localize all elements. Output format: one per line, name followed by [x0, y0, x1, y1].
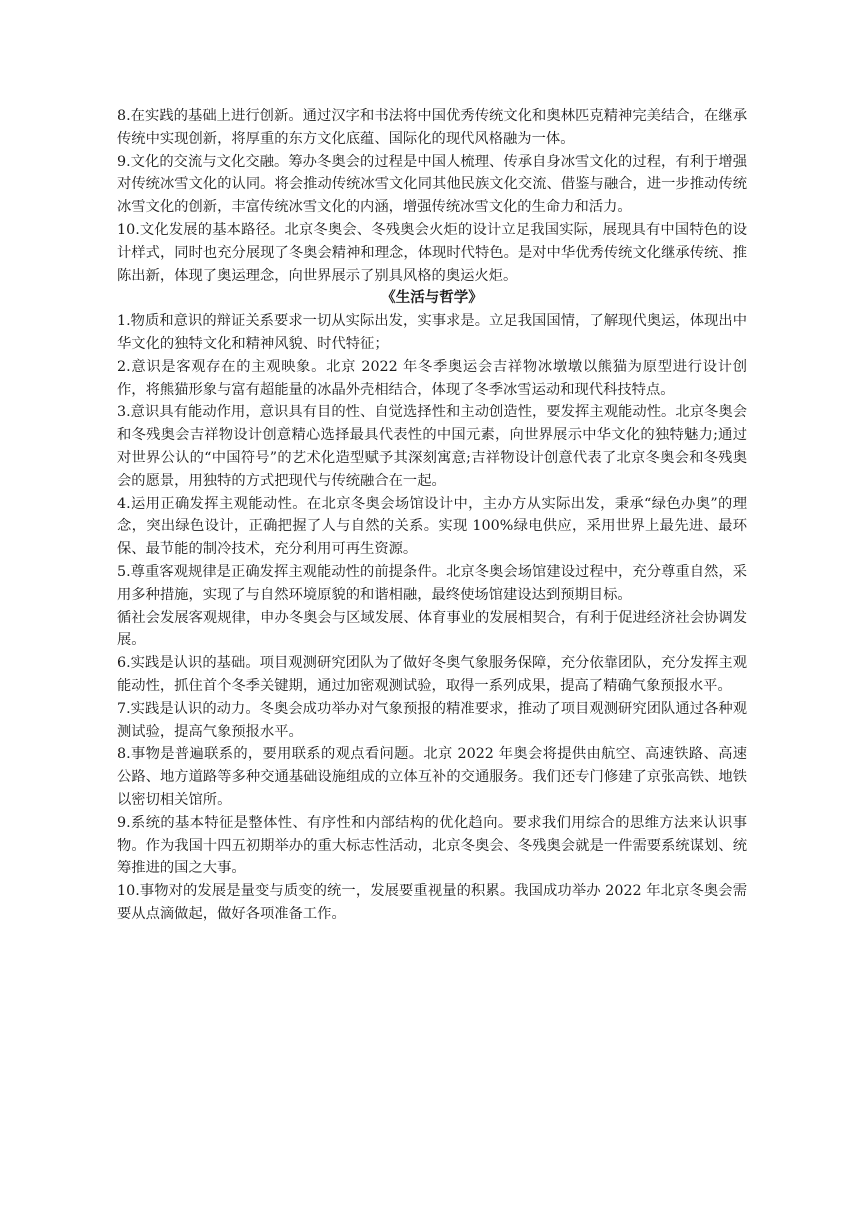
paragraph-culture-8: 8.在实践的基础上进行创新。通过汉字和书法将中国优秀传统文化和奥林匹克精神完美结合，在继承传统中实现创新，将厚重的东方文化底蕴、国际化的现代风格融为一体。: [117, 108, 747, 147]
paragraph-philosophy-1: 1.物质和意识的辩证关系要求一切从实际出发，实事求是。立足我国国情，了解现代奥运，体现出中华文化的独特文化和精神风貌、时代特征；: [117, 313, 747, 352]
document-page: [117, 105, 747, 926]
paragraph-philosophy-2: 2.意识是客观存在的主观映象。北京 2022 年冬季奥运会吉祥物冰墩墩以熊猫为原型进行设计创作，将熊猫形象与富有超能量的冰晶外壳相结合，体现了冬季冰雪运动和现代科技特点。: [117, 358, 747, 398]
section-title-life-and-philosophy: 《生活与哲学》: [381, 289, 483, 307]
paragraph-philosophy-5: 5.尊重客观规律是正确发挥主观能动性的前提条件。北京冬奥会场馆建设过程中，充分尊重自然，采用多种措施，实现了与自然环境原貌的和谐相融，最终使场馆建设达到预期目标。: [117, 563, 747, 603]
paragraph-philosophy-9: 9.系统的基本特征是整体性、有序性和内部结构的优化趋向。要求我们用综合的思维方法来认识事物。作为我国十四五初期举办的重大标志性活动，北京冬奥会、冬残奥会就是一件需要系统谋划、统筹推进的国之大事。: [117, 814, 747, 877]
paragraph-philosophy-5-continued: 循社会发展客观规律，申办冬奥会与区域发展、体育事业的发展相契合，有利于促进经济社会协调发展。: [117, 609, 747, 649]
paragraph-philosophy-8: 8.事物是普遍联系的，要用联系的观点看问题。北京 2022 年奥会将提供由航空、高速铁路、高速公路、地方道路等多种交通基础设施组成的立体互补的交通服务。我们还专门修建了京张高铁、地铁以密切相关馆所。: [117, 746, 747, 808]
paragraph-culture-9: 9.文化的交流与文化交融。筹办冬奥会的过程是中国人梳理、传承自身冰雪文化的过程，有利于增强对传统冰雪文化的认同。将会推动传统冰雪文化同其他民族文化交流、借鉴与融合，进一步推动传统冰雪文化的创新，丰富传统冰雪文化的内涵，增强传统冰雪文化的生命力和活力。: [117, 153, 747, 216]
paragraph-philosophy-6: 6.实践是认识的基础。项目观测研究团队为了做好冬奥气象服务保障，充分依靠团队，充分发挥主观能动性，抓住首个冬季关键期，通过加密观测试验，取得一系列成果，提高了精确气象预报水平。: [117, 655, 747, 694]
paragraph-culture-10: 10.文化发展的基本路径。北京冬奥会、冬残奥会火炬的设计立足我国实际，展现具有中国特色的设计样式，同时也充分展现了冬奥会精神和理念，体现时代特色。是对中华优秀传统文化继承传统、推陈出新，体现了奥运理念，向世界展示了别具风格的奥运火炬。: [117, 221, 747, 284]
paragraph-philosophy-10: 10.事物对的发展是量变与质变的统一，发展要重视量的积累。我国成功举办 2022 年北京冬奥会需要从点滴做起，做好各项准备工作。: [117, 883, 747, 922]
paragraph-philosophy-4: 4.运用正确发挥主观能动性。在北京冬奥会场馆设计中，主办方从实际出发，秉承“绿色办奥”的理念，突出绿色设计，正确把握了人与自然的关系。实现 100%绿电供应，采用世界上最先进、最环保、最节能的制冷技术，充分利用可再生资源。: [117, 495, 747, 558]
paragraph-philosophy-3: 3.意识具有能动作用，意识具有目的性、自觉选择性和主动创造性，要发挥主观能动性。北京冬奥会和冬残奥会吉祥物设计创意精心选择最具代表性的中国元素，向世界展示中华文化的独特魅力;通过对世界公认的“中国符号”的艺术化造型赋予其深刻寓意;吉祥物设计创意代表了北京冬奥会和冬残奥会的愿景，用独特的方式把现代与传统融合在一起。: [117, 404, 747, 489]
paragraph-philosophy-7: 7.实践是认识的动力。冬奥会成功举办对气象预报的精准要求，推动了项目观测研究团队通过各种观测试验，提高气象预报水平。: [117, 700, 747, 740]
